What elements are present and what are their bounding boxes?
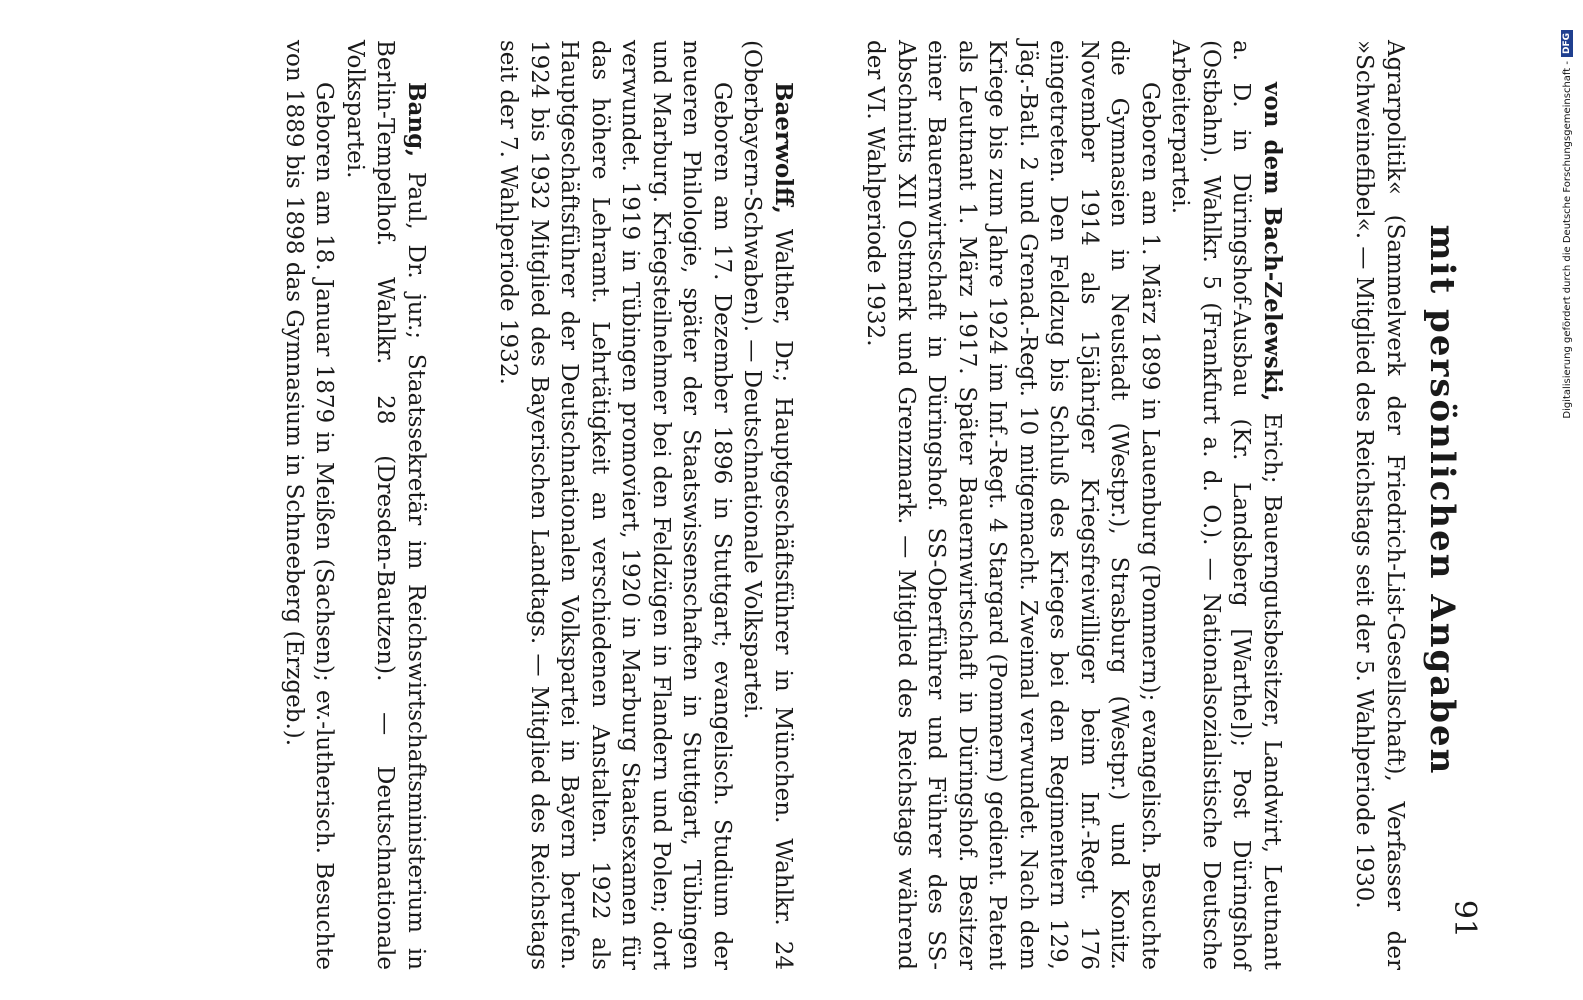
entry-biography: Geboren am 1. März 1899 in Lauenburg (Pommern); evangelisch. Besuchte die Gymnasien in Neustadt (Westpr.), Strasburg (Westpr.) und Konitz. November 1914 als 15jähriger Kriegsfreiwilliger beim Inf.-Regt. 176 eingetreten. Den Feldzug bis Schluß des Krieges bei den Regimentern 129, Jäg.-Batl. 2 und Grenad.-Regt. 10 mitgemacht. Zweimal verwundet. Nach dem Kriege bis zum Jahre 1924 im Inf.-Regt. 4 Stargard (Pommern) gedient. Patent als Leutnant 1. März 1917. Später Bauernwirtschaft in Düringshof. Besitzer einer Bauernwirtschaft in Düringshof. SS-Oberführer und Führer des SS-Abschnitts XII Ostmark und Grenzmark. — Mitglied des Reichstags während der VI. Wahlperiode 1932. [862, 40, 1163, 970]
entry-intro: Paul, Dr. jur.; Staatssekretär im Reichswirtschaftsministerium in Berlin-Tempelhof. Wahlkr. 28 (Dresden-Bautzen). — Deutschnationale Volkspartei. [342, 40, 429, 970]
body-text [279, 40, 1411, 970]
entry-biography: Geboren am 18. Januar 1879 in Meißen (Sachsen); ev.-lutherisch. Besuchte von 1889 bis 1898 das Gymnasium in Schneeberg (Erzgeb.). [281, 40, 338, 970]
entry-name: Bang, [403, 82, 430, 158]
running-head: mit persönlichen Angaben [1422, 224, 1462, 776]
dfg-logo: DFG [1561, 30, 1573, 57]
entry-intro: Erich; Bauerngutsbesitzer, Landwirt, Leutnant a. D. in Düringshof-Ausbau (Kr. Landsberg [Warthe]); Post Düringshof (Ostbahn). Wahlkr. 5 (Frankfurt a. d. O.). — Nationalsozialistische Deutsche Arbeiterpartei. [1167, 40, 1285, 970]
entry-bang [279, 40, 432, 970]
entry-baerwolff [493, 40, 798, 970]
entry-continuation [1349, 40, 1410, 970]
entry-name: von dem Bach-Zelewski, [1259, 82, 1286, 402]
continuation-paragraph: Agrarpolitik« (Sammelwerk der Friedrich-List-Gesellschaft), Verfasser der »Schweinefibel«. — Mitglied des Reichstags seit der 5. Wahlperiode 1930. [1351, 40, 1408, 970]
credit-text: Digitalisierung gefördert durch die Deutsche Forschungsgemeinschaft - [1562, 61, 1573, 419]
entry-intro: Walther, Dr.; Hauptgeschäftsführer in München. Wahlkr. 24 (Oberbayern-Schwaben). — Deutschnationale Volkspartei. [739, 40, 796, 970]
page-number: 91 [1447, 899, 1482, 938]
page-header [1422, 0, 1482, 1000]
entry-bach-zelewski [860, 40, 1287, 970]
digitization-credit [1557, 0, 1579, 1000]
entry-biography: Geboren am 17. Dezember 1896 in Stuttgart; evangelisch. Studium der neueren Philologie, später der Staatswissenschaften in Stuttgart, Tübingen und Marburg. Kriegsteilnehmer bei den Feldzügen in Flandern und Polen; dort verwundet. 1919 in Tübingen promoviert, 1920 in Marburg Staatsexamen für das höhere Lehramt. Lehrtätigkeit an verschiedenen Anstalten. 1922 als Hauptgeschäftsführer der Deutschnationalen Volkspartei in Bayern berufen. 1924 bis 1932 Mitglied des Bayerischen Landtags. — Mitglied des Reichstags seit der 7. Wahlperiode 1932. [495, 40, 735, 970]
entry-name: Baerwolff, [770, 82, 797, 214]
